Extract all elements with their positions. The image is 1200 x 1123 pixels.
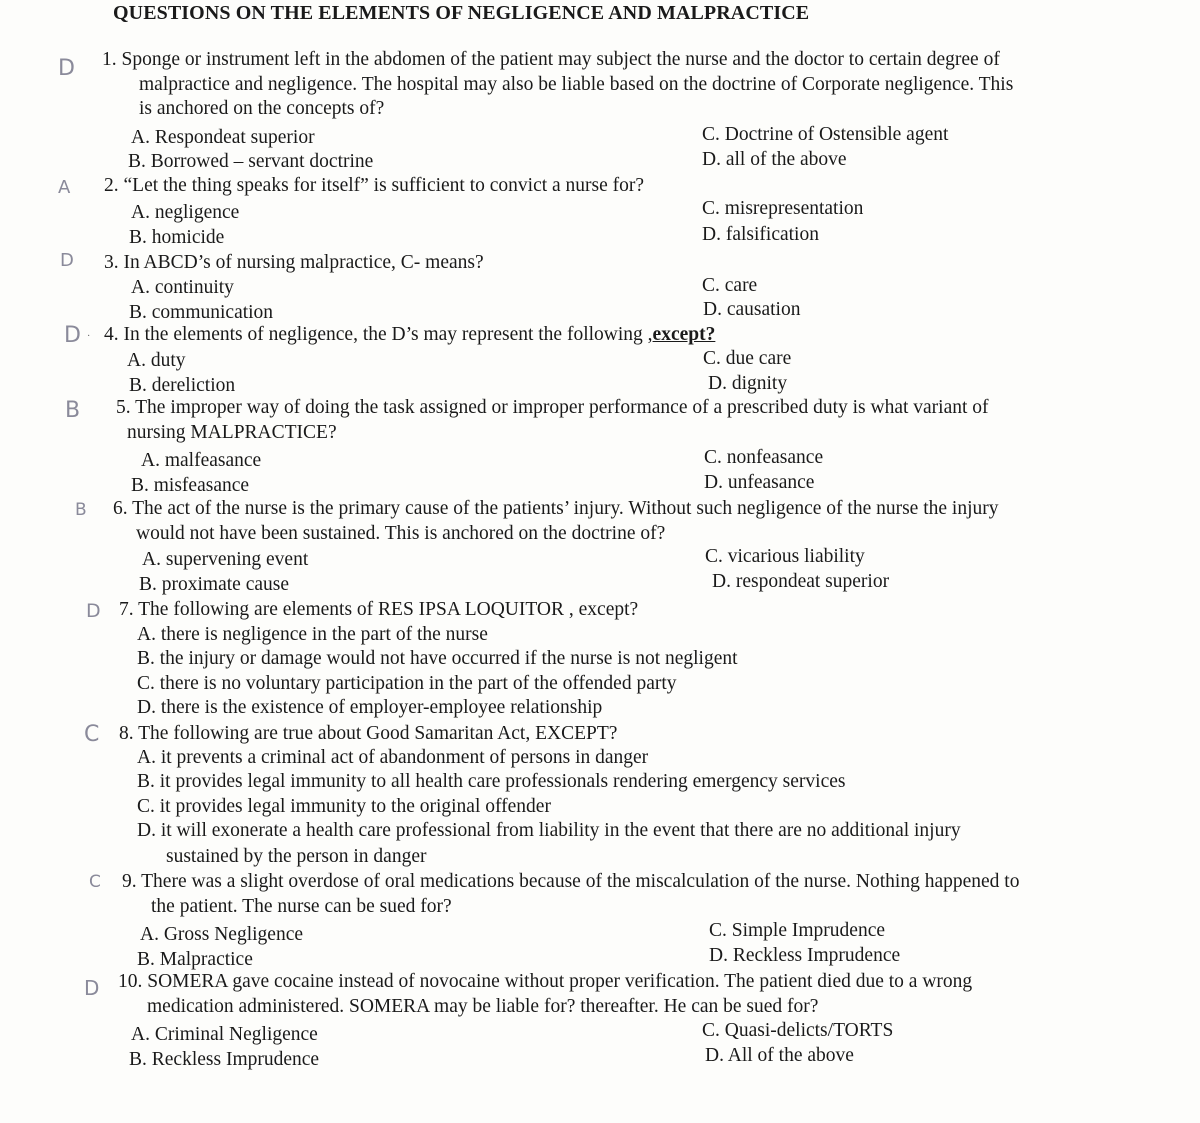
question-stem: 4. In the elements of negligence, the D’s may represent the following ,: [104, 324, 653, 345]
option-d-continued: sustained by the person in danger: [166, 846, 427, 867]
page-title: QUESTIONS ON THE ELEMENTS OF NEGLIGENCE AND MALPRACTICE: [113, 2, 810, 24]
question-stem: 3. In ABCD’s of nursing malpractice, C- means?: [104, 252, 484, 273]
question-1: [102, 48, 1013, 122]
question-stem-continued: medication administered. SOMERA may be liable for? thereafter. He can be sued for?: [147, 995, 819, 1017]
question-stem-continued: malpractice and negligence. The hospital may also be liable based on the doctrine of Corporate negligence. This: [139, 73, 1014, 95]
question-2: [104, 174, 644, 199]
option-b: B. Borrowed – servant doctrine: [128, 151, 374, 172]
except-emphasis: except?: [652, 324, 716, 345]
option-d: D. dignity: [708, 373, 788, 394]
option-a: A. it prevents a criminal act of abandonment of persons in danger: [137, 747, 649, 768]
handwritten-answer-mark: D: [58, 56, 75, 81]
option-c: C. Quasi-delicts/TORTS: [702, 1020, 894, 1041]
handwritten-answer-mark: B: [65, 398, 81, 423]
question-5: [116, 396, 989, 445]
question-stem: 8. The following are true about Good Samaritan Act, EXCEPT?: [119, 723, 618, 744]
option-d: D. there is the existence of employer-employee relationship: [137, 697, 603, 718]
option-a: A. negligence: [131, 202, 240, 223]
handwritten-answer-mark: C: [89, 872, 101, 892]
option-c: C. misrepresentation: [702, 198, 864, 219]
handwritten-answer-mark: D: [60, 250, 74, 271]
option-c: C. Simple Imprudence: [709, 920, 886, 941]
question-9: [122, 870, 1019, 919]
handwritten-answer-mark: B: [75, 500, 87, 520]
question-stem: 1. Sponge or instrument left in the abdomen of the patient may subject the nurse and the doctor to certain degree of: [102, 49, 1000, 70]
question-stem-continued: the patient. The nurse can be sued for?: [151, 895, 452, 917]
option-d: D. all of the above: [702, 149, 847, 170]
question-stem-continued: nursing MALPRACTICE?: [127, 421, 337, 443]
option-d: D. Reckless Imprudence: [709, 945, 901, 966]
option-b: B. it provides legal immunity to all health care professionals rendering emergency services: [137, 771, 846, 792]
option-a: A. Gross Negligence: [140, 924, 303, 945]
question-stem: 6. The act of the nurse is the primary cause of the patients’ injury. Without such negligence of the nurse the injury: [113, 498, 999, 519]
option-d: D. falsification: [702, 224, 819, 245]
question-8: [119, 722, 617, 747]
question-10: [118, 970, 972, 1019]
handwritten-answer-mark: C: [84, 722, 100, 747]
question-7: [119, 598, 638, 623]
option-a: A. supervening event: [142, 549, 309, 570]
question-stem: 10. SOMERA gave cocaine instead of novocaine without proper verification. The patient died due to a wrong: [118, 971, 973, 992]
question-3: [104, 251, 484, 276]
option-b: B. dereliction: [129, 375, 236, 396]
option-b: B. the injury or damage would not have occurred if the nurse is not negligent: [137, 648, 738, 669]
option-c: C. due care: [703, 348, 792, 369]
handwritten-answer-mark: D: [86, 600, 101, 622]
option-a: A. there is negligence in the part of the nurse: [137, 624, 488, 645]
option-c: C. there is no voluntary participation in the part of the offended party: [137, 673, 677, 694]
stray-dot: ·: [87, 331, 91, 342]
option-a: A. continuity: [131, 277, 234, 298]
option-d: D. it will exonerate a health care professional from liability in the event that there are no additional injury: [137, 820, 961, 841]
handwritten-answer-mark: D: [64, 323, 81, 348]
question-stem: 9. There was a slight overdose of oral medications because of the miscalculation of the nurse. Nothing happened to: [122, 871, 1020, 892]
option-d: D. respondeat superior: [712, 571, 890, 592]
option-b: B. Reckless Imprudence: [129, 1049, 320, 1070]
question-6: [113, 497, 999, 546]
option-c: C. Doctrine of Ostensible agent: [702, 124, 949, 145]
option-d: D. All of the above: [705, 1045, 854, 1066]
question-stem-continued: is anchored on the concepts of?: [139, 98, 385, 119]
option-b: B. misfeasance: [131, 475, 250, 496]
option-c: C. nonfeasance: [704, 447, 824, 468]
option-c: C. vicarious liability: [705, 546, 865, 567]
question-stem: 2. “Let the thing speaks for itself” is sufficient to convict a nurse for?: [104, 175, 645, 196]
handwritten-answer-mark: A: [58, 177, 71, 198]
question-4: [104, 323, 715, 348]
question-stem: 7. The following are elements of RES IPSA LOQUITOR , except?: [119, 599, 639, 620]
option-b: B. communication: [129, 302, 274, 323]
option-a: A. Criminal Negligence: [131, 1024, 318, 1045]
option-a: A. Respondeat superior: [131, 127, 315, 148]
question-stem-continued: would not have been sustained. This is anchored on the doctrine of?: [136, 522, 666, 544]
option-a: A. malfeasance: [141, 450, 262, 471]
option-d: D. unfeasance: [704, 472, 815, 493]
option-b: B. homicide: [129, 227, 225, 248]
option-a: A. duty: [127, 350, 186, 371]
question-stem: 5. The improper way of doing the task assigned or improper performance of a prescribed duty is what variant of: [116, 397, 989, 418]
option-d: D. causation: [703, 299, 801, 320]
option-b: B. proximate cause: [139, 574, 289, 595]
handwritten-answer-mark: D: [84, 976, 100, 1000]
option-c: C. it provides legal immunity to the original offender: [137, 796, 551, 817]
option-b: B. Malpractice: [137, 949, 253, 970]
option-c: C. care: [702, 275, 758, 296]
